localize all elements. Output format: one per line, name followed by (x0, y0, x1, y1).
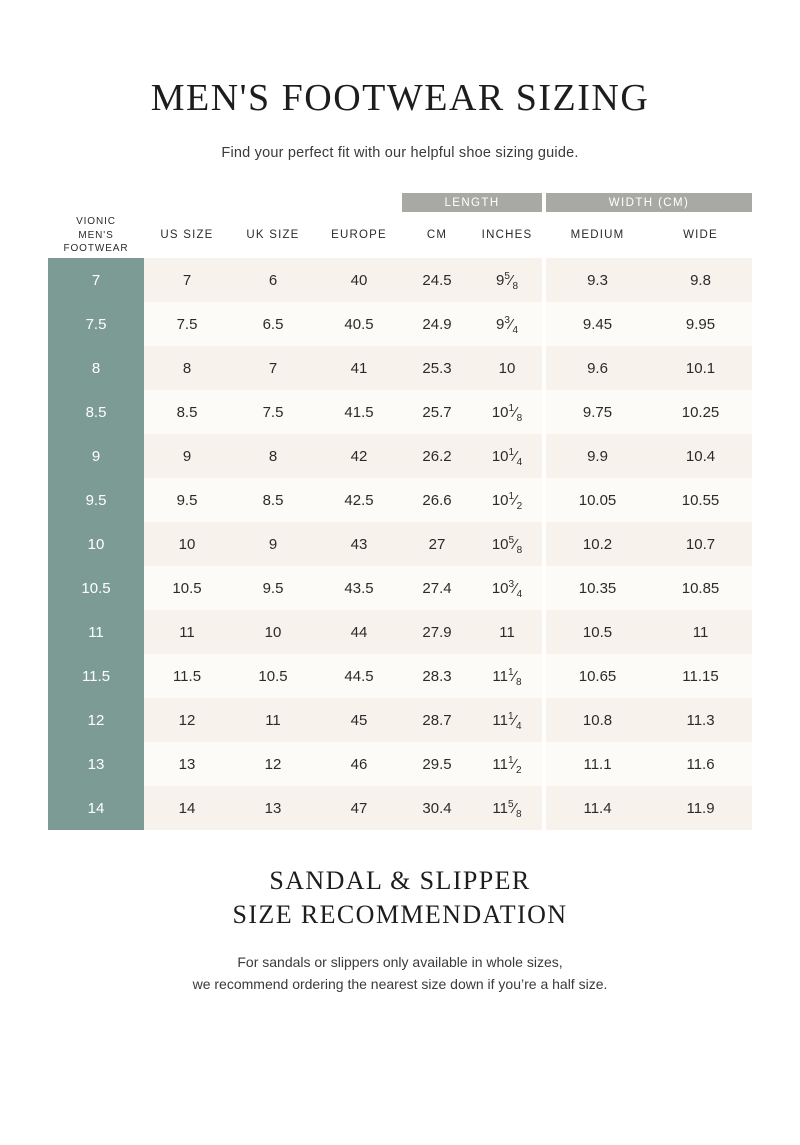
inches-denominator: 8 (516, 676, 522, 688)
cell-cm: 27.4 (402, 566, 472, 610)
table-row (48, 698, 752, 742)
size-chart-table (48, 193, 752, 830)
inches-value (492, 666, 522, 688)
cell-europe: 41.5 (316, 390, 402, 434)
cell-inches (472, 698, 542, 742)
row-size-label: 10.5 (48, 566, 144, 610)
cell-width-wide: 10.7 (649, 522, 752, 566)
row-size-label: 8 (48, 346, 144, 390)
row-size-label: 11.5 (48, 654, 144, 698)
inches-fraction-slash: ⁄ (513, 755, 517, 773)
column-header-row (48, 212, 752, 258)
cell-us-size: 14 (144, 786, 230, 830)
cell-width-wide: 9.8 (649, 258, 752, 302)
group-header-spacer (48, 193, 144, 212)
cell-uk-size: 10.5 (230, 654, 316, 698)
table-row (48, 390, 752, 434)
group-header-row (48, 193, 752, 212)
cell-cm: 26.6 (402, 478, 472, 522)
cell-width-wide: 9.95 (649, 302, 752, 346)
table-row (48, 346, 752, 390)
inches-whole: 11 (492, 667, 508, 685)
cell-us-size: 9 (144, 434, 230, 478)
cell-europe: 41 (316, 346, 402, 390)
column-header-europe: EUROPE (331, 229, 387, 242)
cell-inches (472, 346, 542, 390)
inches-fraction-slash: ⁄ (509, 315, 513, 333)
footer-title (48, 864, 752, 931)
cell-us-size: 8.5 (144, 390, 230, 434)
cell-inches (472, 390, 542, 434)
cell-cm: 25.7 (402, 390, 472, 434)
cell-europe: 47 (316, 786, 402, 830)
group-header-spacer (230, 193, 316, 212)
inches-whole: 10 (491, 535, 509, 553)
column-header-uk-size: UK SIZE (246, 229, 300, 242)
inches-numerator: 5 (508, 534, 515, 546)
cell-width-medium: 9.75 (546, 390, 649, 434)
inches-fraction-slash: ⁄ (509, 271, 513, 289)
row-size-label: 7 (48, 258, 144, 302)
cell-cm: 25.3 (402, 346, 472, 390)
inches-whole: 10 (498, 359, 516, 377)
group-header-width: WIDTH (CM) (546, 193, 752, 212)
table-row (48, 258, 752, 302)
brand-line-1: VIONIC (76, 216, 116, 227)
cell-us-size: 10.5 (144, 566, 230, 610)
cell-uk-size: 9.5 (230, 566, 316, 610)
inches-numerator: 5 (504, 270, 510, 282)
inches-denominator: 8 (516, 808, 522, 820)
inches-value (491, 446, 523, 468)
cell-width-medium: 11.1 (546, 742, 649, 786)
inches-value (492, 754, 522, 776)
inches-whole: 10 (491, 579, 509, 597)
inches-numerator: 1 (508, 446, 515, 458)
cell-uk-size: 8 (230, 434, 316, 478)
cell-inches (472, 302, 542, 346)
inches-value (491, 534, 523, 556)
group-header-spacer (316, 193, 402, 212)
inches-fraction-slash: ⁄ (514, 579, 517, 597)
cell-us-size: 10 (144, 522, 230, 566)
cell-width-medium: 10.8 (546, 698, 649, 742)
inches-fraction-slash: ⁄ (513, 667, 517, 685)
cell-cm: 27.9 (402, 610, 472, 654)
cell-width-wide: 10.25 (649, 390, 752, 434)
inches-fraction-slash: ⁄ (514, 491, 517, 509)
row-size-label: 14 (48, 786, 144, 830)
inches-denominator: 2 (516, 764, 522, 776)
cell-uk-size: 10 (230, 610, 316, 654)
cell-width-wide: 11 (649, 610, 752, 654)
cell-us-size: 12 (144, 698, 230, 742)
inches-numerator: 5 (507, 798, 514, 810)
cell-europe: 42.5 (316, 478, 402, 522)
footer-note-line-1: For sandals or slippers only available in whole sizes, (237, 954, 563, 971)
table-row (48, 302, 752, 346)
inches-value (499, 624, 515, 641)
cell-width-wide: 10.55 (649, 478, 752, 522)
row-size-label: 8.5 (48, 390, 144, 434)
inches-numerator: 1 (508, 490, 515, 502)
cell-cm: 24.9 (402, 302, 472, 346)
row-size-label: 12 (48, 698, 144, 742)
inches-numerator: 1 (507, 666, 514, 678)
inches-fraction-slash: ⁄ (514, 535, 517, 553)
inches-fraction-slash: ⁄ (514, 403, 517, 421)
inches-value (499, 360, 516, 377)
cell-uk-size: 7.5 (230, 390, 316, 434)
cell-uk-size: 11 (230, 698, 316, 742)
column-header-medium: MEDIUM (570, 229, 625, 242)
cell-cm: 26.2 (402, 434, 472, 478)
cell-europe: 46 (316, 742, 402, 786)
cell-cm: 29.5 (402, 742, 472, 786)
inches-numerator: 1 (508, 402, 515, 414)
brand-line-2: MEN'S (78, 229, 114, 241)
column-header-inches: INCHES (481, 229, 533, 242)
column-header-wide: WIDE (683, 229, 718, 242)
cell-width-wide: 11.6 (649, 742, 752, 786)
inches-value (496, 270, 518, 292)
cell-us-size: 7 (144, 258, 230, 302)
cell-width-wide: 11.15 (649, 654, 752, 698)
row-size-label: 10 (48, 522, 144, 566)
row-size-label: 13 (48, 742, 144, 786)
inches-whole: 11 (492, 755, 508, 773)
page-subtitle: Find your perfect fit with our helpful shoe sizing guide. (221, 145, 579, 162)
inches-whole: 11 (499, 623, 515, 641)
column-header-brand (48, 212, 144, 258)
table-row (48, 742, 752, 786)
cell-inches (472, 434, 542, 478)
size-chart-body (48, 258, 752, 830)
cell-inches (472, 478, 542, 522)
cell-us-size: 8 (144, 346, 230, 390)
cell-width-medium: 10.35 (546, 566, 649, 610)
group-header-length: LENGTH (402, 193, 542, 212)
cell-europe: 42 (316, 434, 402, 478)
cell-cm: 28.7 (402, 698, 472, 742)
cell-uk-size: 12 (230, 742, 316, 786)
column-header-us-size: US SIZE (160, 229, 214, 242)
cell-width-medium: 10.65 (546, 654, 649, 698)
cell-uk-size: 8.5 (230, 478, 316, 522)
inches-numerator: 3 (508, 578, 515, 590)
cell-width-medium: 11.4 (546, 786, 649, 830)
cell-width-wide: 10.1 (649, 346, 752, 390)
inches-whole: 9 (496, 315, 505, 333)
inches-value (491, 578, 523, 600)
footer-title-line-1: SANDAL & SLIPPER (269, 866, 531, 896)
cell-europe: 44.5 (316, 654, 402, 698)
row-size-label: 7.5 (48, 302, 144, 346)
cell-us-size: 9.5 (144, 478, 230, 522)
cell-width-medium: 10.2 (546, 522, 649, 566)
cell-europe: 45 (316, 698, 402, 742)
row-size-label: 9.5 (48, 478, 144, 522)
inches-whole: 11 (492, 711, 508, 729)
inches-denominator: 8 (516, 544, 523, 556)
cell-uk-size: 9 (230, 522, 316, 566)
inches-numerator: 1 (507, 754, 514, 766)
cell-europe: 43.5 (316, 566, 402, 610)
inches-whole: 10 (491, 403, 509, 421)
cell-inches (472, 258, 542, 302)
footer-note (48, 952, 752, 995)
cell-width-medium: 9.3 (546, 258, 649, 302)
inches-value (491, 490, 523, 512)
brand-line-3: FOOTWEAR (63, 243, 129, 254)
cell-width-medium: 9.6 (546, 346, 649, 390)
cell-inches (472, 566, 542, 610)
cell-inches (472, 786, 542, 830)
inches-denominator: 8 (512, 280, 518, 292)
inches-value (492, 710, 522, 732)
inches-fraction-slash: ⁄ (513, 711, 517, 729)
cell-europe: 44 (316, 610, 402, 654)
footer-title-line-2: SIZE RECOMMENDATION (232, 899, 568, 929)
cell-width-wide: 11.9 (649, 786, 752, 830)
cell-cm: 30.4 (402, 786, 472, 830)
inches-whole: 9 (496, 271, 505, 289)
cell-cm: 24.5 (402, 258, 472, 302)
cell-width-wide: 11.3 (649, 698, 752, 742)
cell-width-medium: 9.9 (546, 434, 649, 478)
cell-uk-size: 7 (230, 346, 316, 390)
inches-fraction-slash: ⁄ (514, 447, 517, 465)
cell-inches (472, 654, 542, 698)
inches-fraction-slash: ⁄ (513, 799, 517, 817)
cell-europe: 43 (316, 522, 402, 566)
size-guide-page (0, 78, 800, 1145)
inches-denominator: 4 (516, 720, 522, 732)
inches-numerator: 3 (504, 314, 510, 326)
cell-inches (472, 742, 542, 786)
group-header-spacer (144, 193, 230, 212)
inches-value (496, 314, 518, 336)
cell-inches (472, 522, 542, 566)
table-row (48, 566, 752, 610)
cell-us-size: 7.5 (144, 302, 230, 346)
inches-denominator: 4 (516, 588, 523, 600)
cell-width-wide: 10.85 (649, 566, 752, 610)
cell-width-medium: 9.45 (546, 302, 649, 346)
footer-note-line-2: we recommend ordering the nearest size down if you’re a half size. (192, 976, 608, 993)
table-row (48, 478, 752, 522)
cell-europe: 40 (316, 258, 402, 302)
cell-us-size: 13 (144, 742, 230, 786)
inches-value (491, 402, 523, 424)
cell-width-wide: 10.4 (649, 434, 752, 478)
cell-width-medium: 10.05 (546, 478, 649, 522)
column-header-cm: CM (426, 229, 448, 242)
cell-us-size: 11.5 (144, 654, 230, 698)
inches-whole: 11 (492, 799, 508, 817)
table-row (48, 654, 752, 698)
cell-uk-size: 13 (230, 786, 316, 830)
cell-cm: 28.3 (402, 654, 472, 698)
inches-numerator: 1 (507, 710, 514, 722)
inches-denominator: 8 (516, 412, 523, 424)
cell-inches (472, 610, 542, 654)
inches-whole: 10 (491, 447, 509, 465)
page-title: MEN'S FOOTWEAR SIZING (150, 77, 650, 119)
inches-denominator: 4 (512, 324, 518, 336)
cell-europe: 40.5 (316, 302, 402, 346)
inches-value (492, 798, 522, 820)
cell-width-medium: 10.5 (546, 610, 649, 654)
inches-denominator: 4 (516, 456, 523, 468)
table-row (48, 610, 752, 654)
inches-denominator: 2 (516, 500, 523, 512)
cell-cm: 27 (402, 522, 472, 566)
table-row (48, 522, 752, 566)
row-size-label: 9 (48, 434, 144, 478)
row-size-label: 11 (48, 610, 144, 654)
cell-uk-size: 6 (230, 258, 316, 302)
inches-whole: 10 (491, 491, 509, 509)
cell-uk-size: 6.5 (230, 302, 316, 346)
table-row (48, 434, 752, 478)
table-row (48, 786, 752, 830)
cell-us-size: 11 (144, 610, 230, 654)
